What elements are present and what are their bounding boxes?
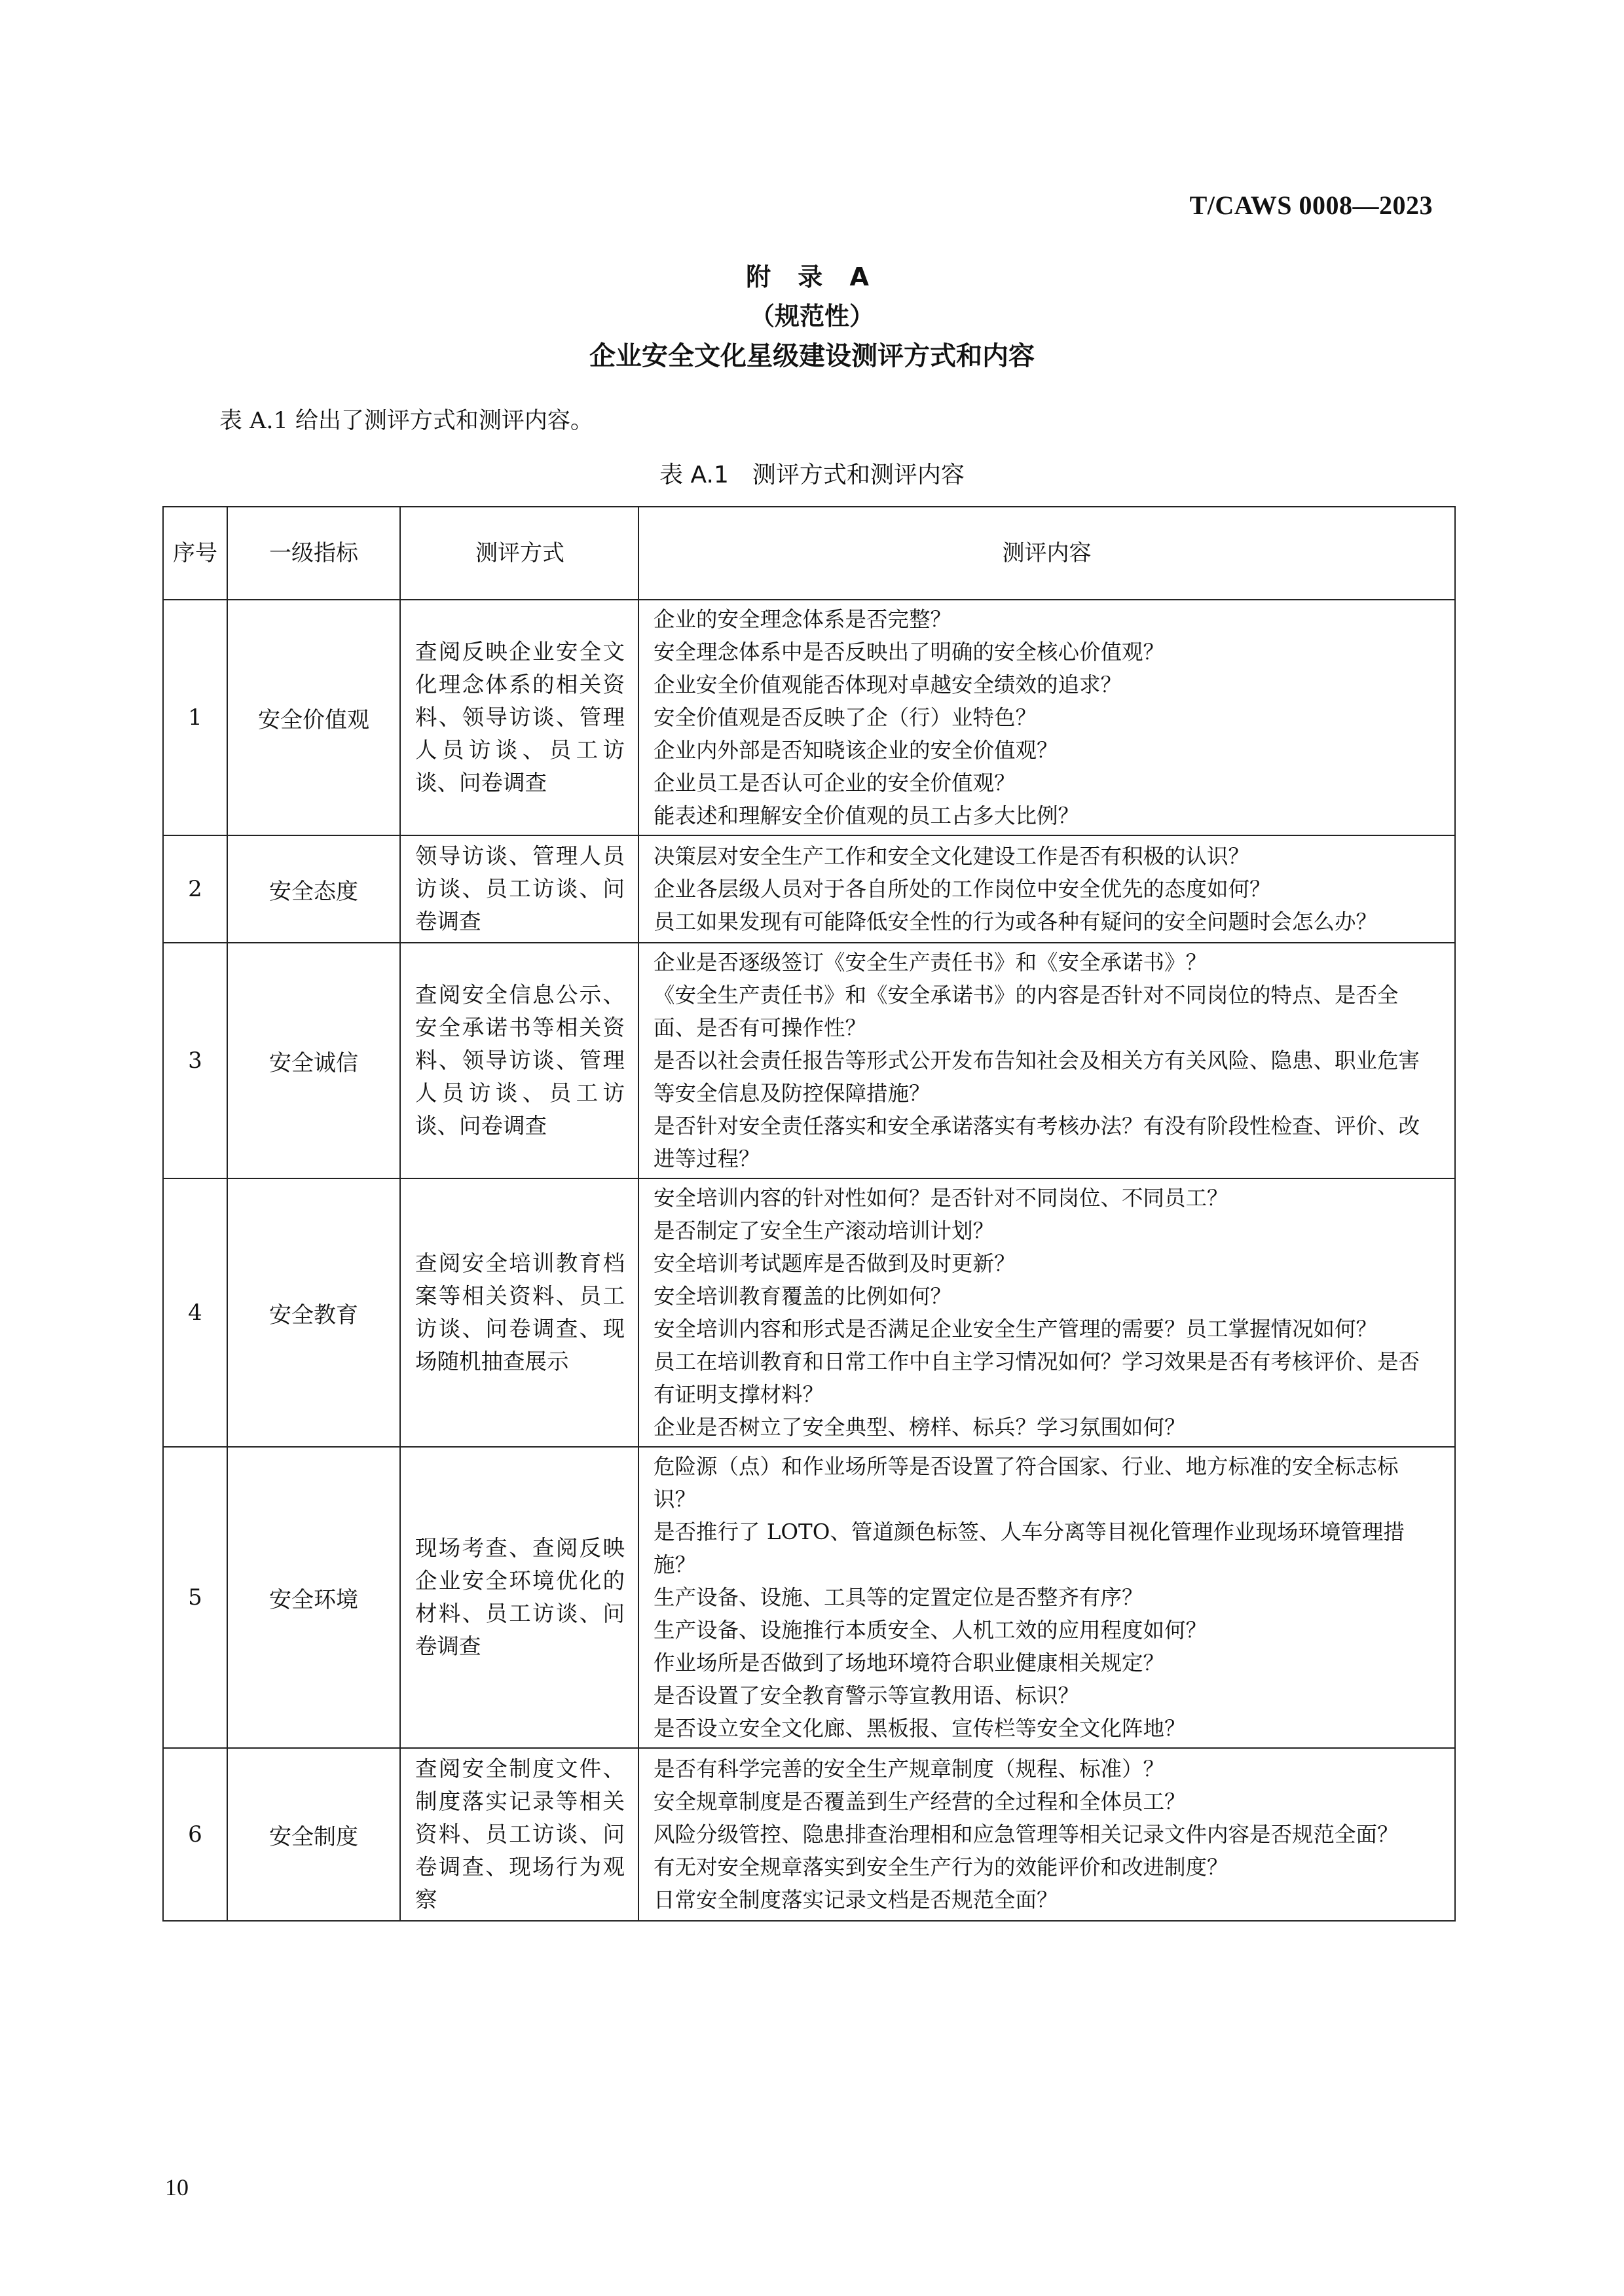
content-item: 是否设置了安全教育警示等宣教用语、标识？ [654,1683,1080,1708]
content-item: 安全规章制度是否覆盖到生产经营的全过程和全体员工？ [654,1789,1186,1814]
content-item: 《安全生产责任书》和《安全承诺书》的内容是否针对不同岗位的特点、是否全面、是否有可操作性？ [654,983,1399,1040]
content-item: 企业是否逐级签订《安全生产责任书》和《安全承诺书》？ [654,950,1208,975]
method-cell: 查阅反映企业安全文化理念体系的相关资料、领导访谈、管理人员访谈、员工访谈、问卷调查 [400,600,638,835]
content-item: 安全理念体系中是否反映出了明确的安全核心价值观？ [654,640,1165,665]
content-item: 日常安全制度落实记录文档是否规范全面？ [654,1887,1058,1912]
header-method: 测评方式 [400,507,638,600]
table-caption: 表 A.1 测评方式和测评内容 [659,462,965,488]
row-number: 6 [163,1748,227,1921]
content-cell [638,943,1455,1178]
content-item: 是否有科学完善的安全生产规章制度（规程、标准）？ [654,1757,1165,1781]
appendix-title: 企业安全文化星级建设测评方式和内容 [589,341,1035,371]
appendix-label: 附 录 A [746,263,878,291]
indicator-cell: 安全价值观 [227,600,400,835]
content-item: 是否针对安全责任落实和安全承诺落实有考核办法？有没有阶段性检查、评价、改进等过程？ [654,1114,1420,1171]
content-cell [638,600,1455,835]
evaluation-table [162,506,1456,1922]
row-number: 5 [163,1447,227,1748]
header-content: 测评内容 [638,507,1455,600]
content-item: 生产设备、设施推行本质安全、人机工效的应用程度如何？ [654,1618,1208,1643]
content-item: 风险分级管控、隐患排查治理相和应急管理等相关记录文件内容是否规范全面？ [654,1822,1399,1847]
intro-text: 表 A.1 给出了测评方式和测评内容。 [219,408,593,434]
row-number: 4 [163,1178,227,1447]
content-item: 是否制定了安全生产滚动培训计划？ [654,1218,995,1243]
table-header-row [163,507,1455,600]
table-row [163,1748,1455,1921]
indicator-cell: 安全环境 [227,1447,400,1748]
content-item: 企业安全价值观能否体现对卓越安全绩效的追求？ [654,672,1122,697]
content-item: 员工在培训教育和日常工作中自主学习情况如何？学习效果是否有考核评价、是否有证明支撑材料？ [654,1349,1420,1407]
content-cell [638,1447,1455,1748]
content-item: 企业员工是否认可企业的安全价值观？ [654,771,1016,795]
content-item: 危险源（点）和作业场所等是否设置了符合国家、行业、地方标准的安全标志标识？ [654,1454,1399,1512]
content-item: 企业内外部是否知晓该企业的安全价值观？ [654,738,1058,763]
method-cell: 领导访谈、管理人员访谈、员工访谈、问卷调查 [400,835,638,943]
row-number: 3 [163,943,227,1178]
header-indicator: 一级指标 [227,507,400,600]
content-item: 作业场所是否做到了场地环境符合职业健康相关规定？ [654,1650,1165,1675]
content-item: 生产设备、设施、工具等的定置定位是否整齐有序？ [654,1585,1143,1610]
indicator-cell: 安全态度 [227,835,400,943]
content-item: 企业各层级人员对于各自所处的工作岗位中安全优先的态度如何？ [654,877,1271,902]
content-item: 安全培训考试题库是否做到及时更新？ [654,1251,1016,1276]
indicator-cell: 安全制度 [227,1748,400,1921]
normative-label: （规范性） [749,302,874,331]
content-item: 员工如果发现有可能降低安全性的行为或各种有疑问的安全问题时会怎么办？ [654,909,1378,934]
content-cell [638,1178,1455,1447]
table-row [163,943,1455,1178]
table-row [163,1447,1455,1748]
indicator-cell: 安全诚信 [227,943,400,1178]
method-cell: 查阅安全培训教育档案等相关资料、员工访谈、问卷调查、现场随机抽查展示 [400,1178,638,1447]
content-item: 是否推行了 LOTO、管道颜色标签、人车分离等目视化管理作业现场环境管理措施？ [654,1520,1405,1577]
content-item: 安全价值观是否反映了企（行）业特色？ [654,705,1037,730]
content-item: 企业的安全理念体系是否完整？ [654,607,952,632]
content-item: 是否设立安全文化廊、黑板报、宣传栏等安全文化阵地？ [654,1716,1186,1741]
content-item: 有无对安全规章落实到安全生产行为的效能评价和改进制度？ [654,1855,1228,1880]
content-item: 能表述和理解安全价值观的员工占多大比例？ [654,803,1080,828]
document-code: T/CAWS 0008—2023 [1189,191,1433,220]
method-cell: 查阅安全制度文件、制度落实记录等相关资料、员工访谈、问卷调查、现场行为观察 [400,1748,638,1921]
row-number: 1 [163,600,227,835]
method-cell: 现场考查、查阅反映企业安全环境优化的材料、员工访谈、问卷调查 [400,1447,638,1748]
indicator-cell: 安全教育 [227,1178,400,1447]
table-row [163,1178,1455,1447]
header-no: 序号 [163,507,227,600]
table-row [163,835,1455,943]
page-number: 10 [165,2174,189,2200]
table-row [163,600,1455,835]
content-item: 安全培训内容的针对性如何？是否针对不同岗位、不同员工？ [654,1186,1228,1211]
content-cell [638,1748,1455,1921]
content-cell [638,835,1455,943]
content-item: 安全培训内容和形式是否满足企业安全生产管理的需要？员工掌握情况如何？ [654,1317,1378,1341]
content-item: 决策层对安全生产工作和安全文化建设工作是否有积极的认识？ [654,844,1250,869]
content-item: 企业是否树立了安全典型、榜样、标兵？学习氛围如何？ [654,1415,1186,1440]
content-item: 是否以社会责任报告等形式公开发布告知社会及相关方有关风险、隐患、职业危害等安全信息及防控保障措施？ [654,1048,1420,1106]
content-item: 安全培训教育覆盖的比例如何？ [654,1284,952,1309]
method-cell: 查阅安全信息公示、安全承诺书等相关资料、领导访谈、管理人员访谈、员工访谈、问卷调查 [400,943,638,1178]
row-number: 2 [163,835,227,943]
